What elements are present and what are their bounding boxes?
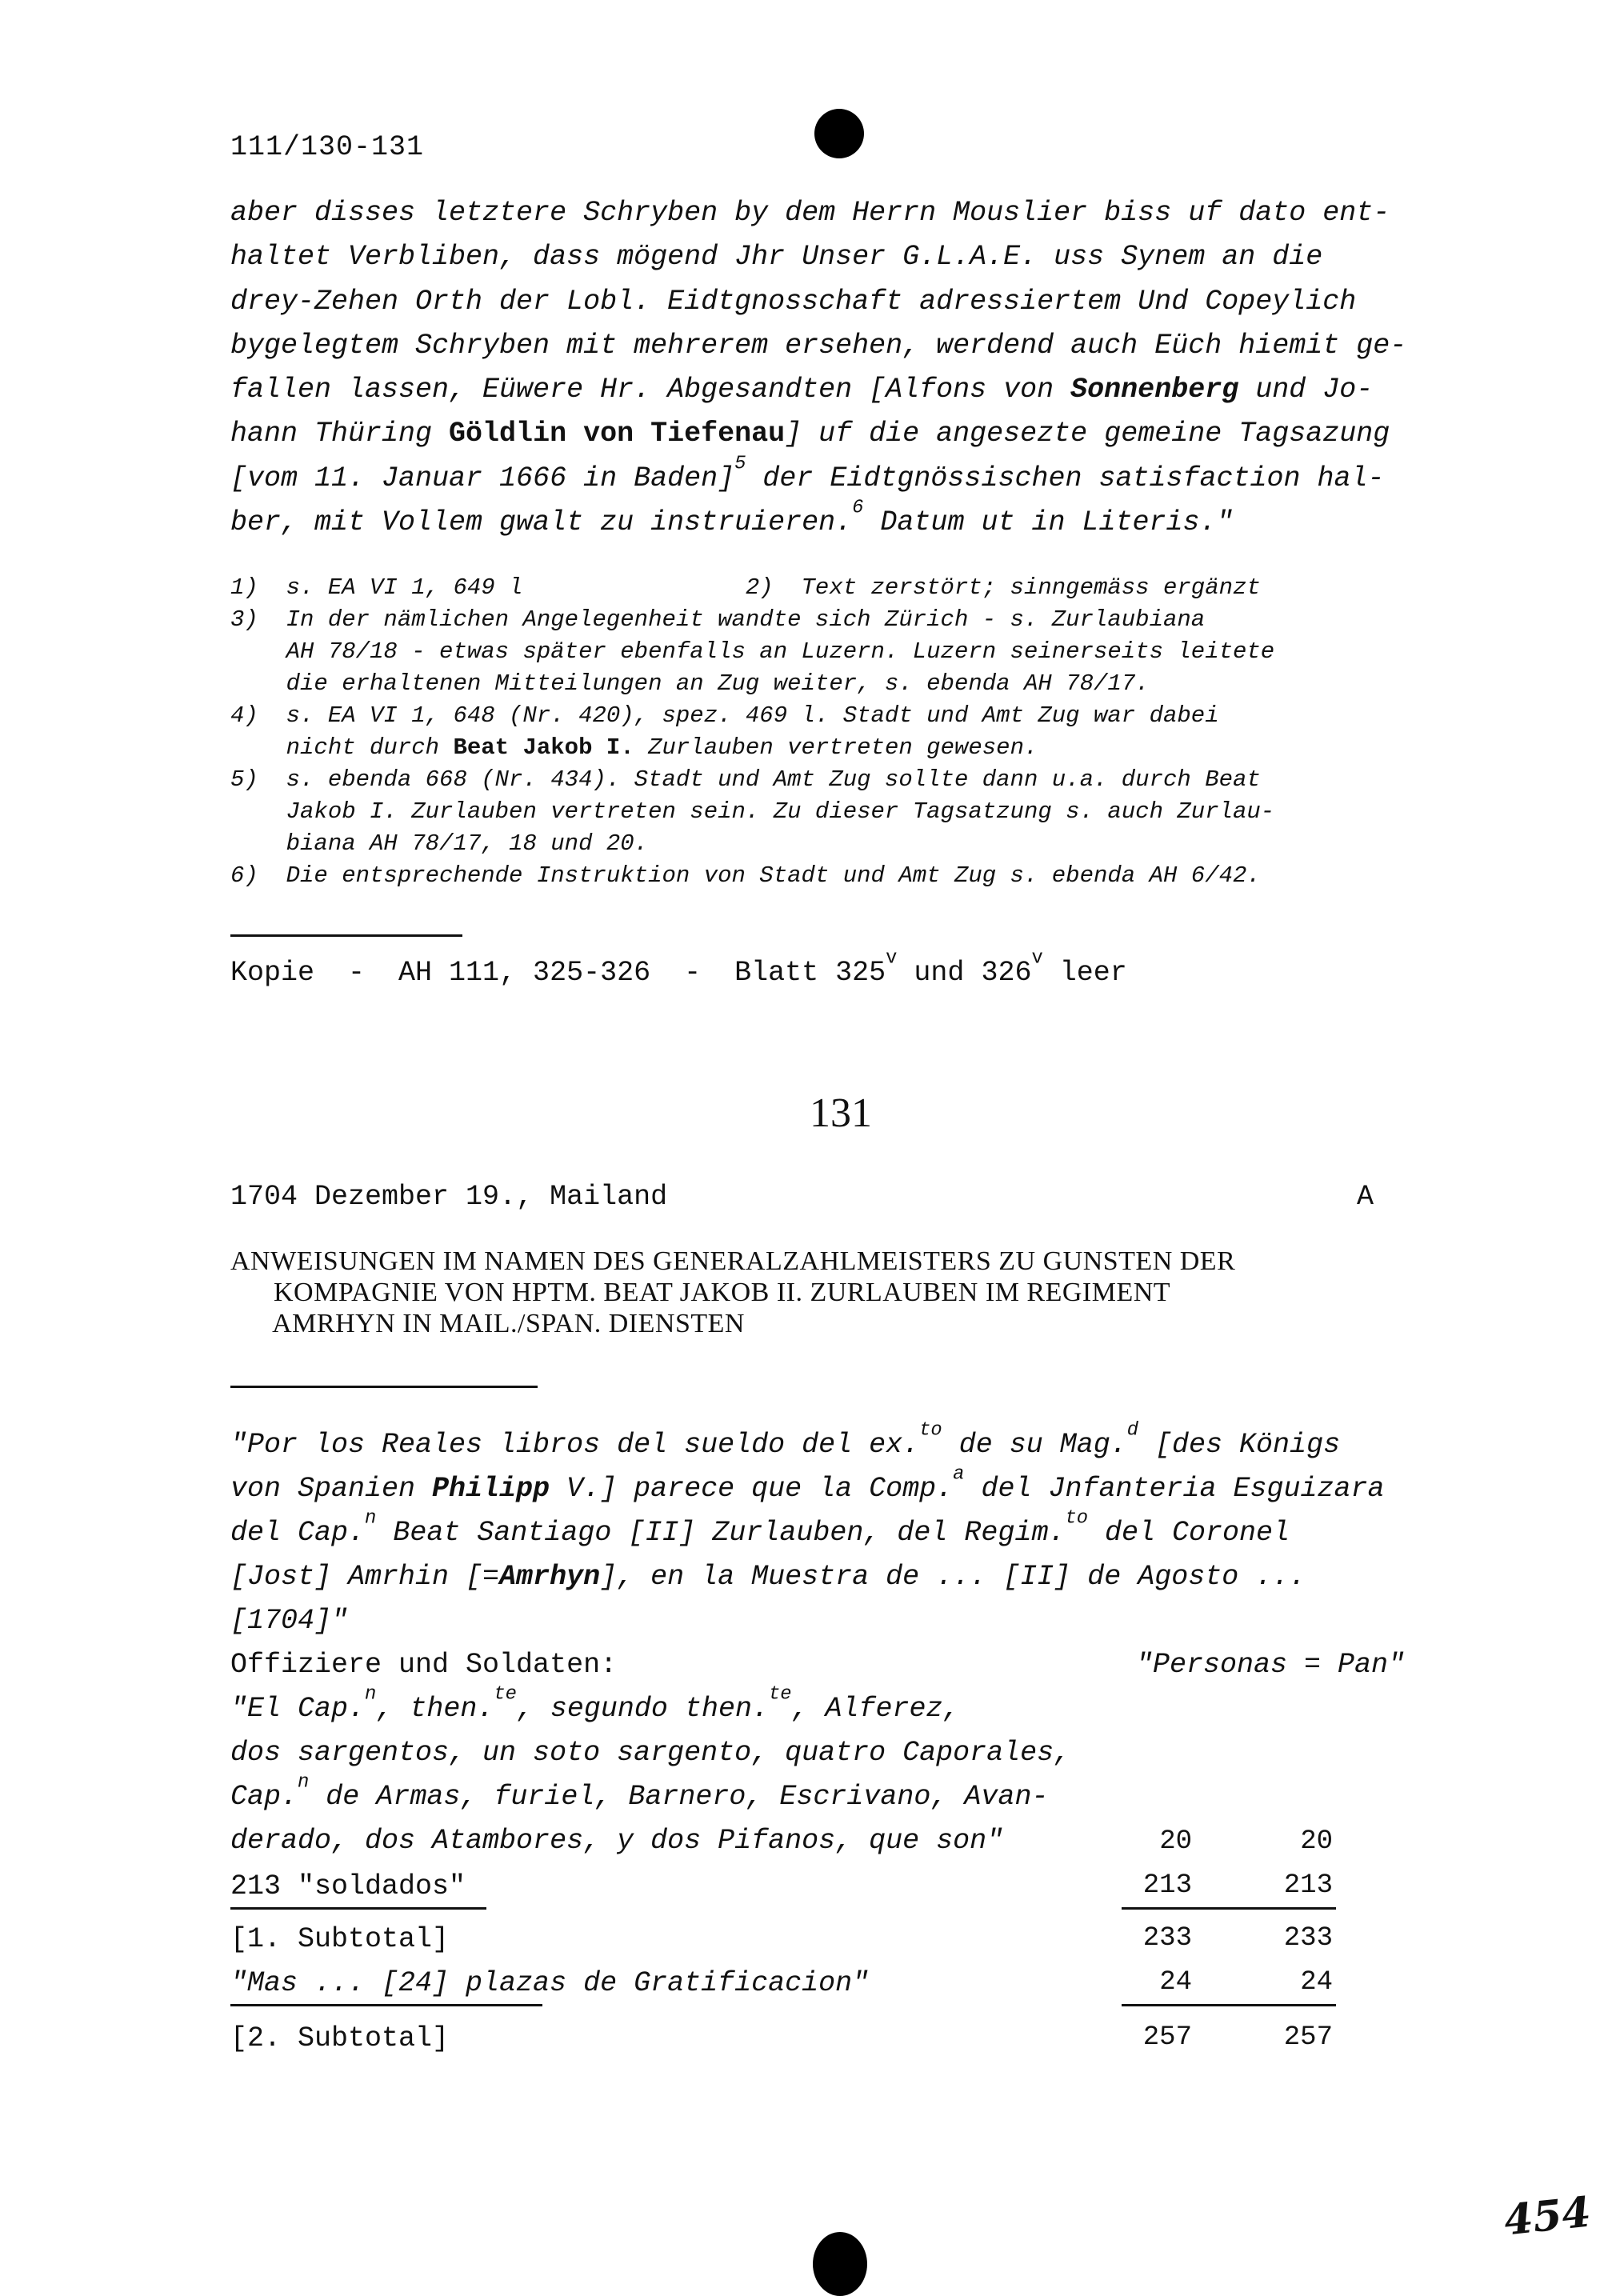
quote-line: del Cap.$^n$ Beat Santiago [II] Zurlauben, del Regim.$^{to}$ del Coronel	[230, 1507, 1290, 1549]
letter-line: bygelegtem Schryben mit mehrerem ersehen, werdend auch Eüch hiemit ge-	[230, 330, 1407, 362]
document-heading: ANWEISUNGEN IM NAMEN DES GENERALZAHLMEISTERS ZU GUNSTEN DER	[230, 1246, 1236, 1276]
footnote: 6) Die entsprechende Instruktion von Stadt und Amt Zug s. ebenda AH 6/42.	[230, 862, 1261, 889]
subtotal-rule	[1122, 1907, 1336, 1910]
document-date-place: 1704 Dezember 19., Mailand	[230, 1181, 668, 1213]
table-cell-pan: 20	[1300, 1826, 1333, 1857]
source-note: Kopie - AH 111, 325-326 - Blatt 325$^v$ und 326$^v$ leer	[230, 947, 1127, 989]
footnote-ref: 5	[734, 453, 746, 475]
name-sonnenberg: Sonnenberg	[1070, 374, 1239, 406]
section-divider	[230, 934, 462, 937]
footnote: nicht durch Beat Jakob I. Zurlauben vertreten gewesen.	[230, 734, 1038, 761]
table-cell-pan: 257	[1283, 2022, 1333, 2053]
letter-line: haltet Verbliben, dass mögend Jhr Unser G.L.A.E. uss Synem an die	[230, 241, 1323, 273]
footnote: 1) s. EA VI 1, 649 l 2) Text zerstört; sinngemäss ergänzt	[230, 574, 1261, 601]
table-row-label: 213 "soldados"	[230, 1870, 466, 1902]
quote-line: von Spanien Philipp V.] parece que la Comp.$^a$ del Jnfanteria Esguizara	[230, 1463, 1385, 1505]
table-cell-pan: 213	[1283, 1870, 1333, 1901]
punch-hole-mark	[813, 2232, 867, 2296]
section-divider	[230, 1386, 538, 1388]
name-amrhyn: Amrhyn	[499, 1561, 601, 1593]
underline	[230, 1907, 486, 1910]
letter-line: aber disses letztere Schryben by dem Herrn Mouslier biss uf dato ent-	[230, 197, 1390, 229]
table-cell-personas: 257	[1142, 2022, 1192, 2053]
document-heading: AMRHYN IN MAIL./SPAN. DIENSTEN	[230, 1309, 745, 1338]
table-desc-line: dos sargentos, un soto sargento, quatro Caporales,	[230, 1737, 1071, 1769]
letter-line: fallen lassen, Eüwere Hr. Abgesandten [Alfons von Sonnenberg und Jo-	[230, 374, 1374, 406]
letter-line: [vom 11. Januar 1666 in Baden]$^5$ der Eidtgnössischen satisfaction hal-	[230, 453, 1385, 494]
table-desc-line: "El Cap.$^n$, then.$^{te}$, segundo then.$^{te}$, Alferez,	[230, 1683, 960, 1725]
table-left-header: Offiziere und Soldaten:	[230, 1649, 618, 1681]
table-row-label: "Mas ... [24] plazas de Gratificacion"	[230, 1967, 870, 1999]
name-goeldlin: Göldlin von Tiefenau	[449, 418, 786, 450]
footnote: Jakob I. Zurlauben vertreten sein. Zu dieser Tagsatzung s. auch Zurlau-	[230, 798, 1275, 825]
table-desc-line: derado, dos Atambores, y dos Pifanos, que son"	[230, 1825, 1004, 1857]
table-row-label: [1. Subtotal]	[230, 1923, 450, 1955]
footnote: die erhaltenen Mitteilungen an Zug weiter, s. ebenda AH 78/17.	[230, 670, 1150, 697]
table-cell-personas: 24	[1159, 1967, 1192, 1998]
table-row-label: [2. Subtotal]	[230, 2022, 450, 2054]
footnote: biana AH 78/17, 18 und 20.	[230, 830, 649, 857]
punch-hole-mark	[814, 109, 864, 158]
table-cell-personas: 20	[1159, 1826, 1192, 1857]
quote-line: "Por los Reales libros del sueldo del ex.$^{to}$ de su Mag.$^d$ [des Königs	[230, 1419, 1341, 1461]
quote-line: [Jost] Amrhin [=Amrhyn], en la Muestra de ... [II] de Agosto ...	[230, 1561, 1306, 1593]
document-heading: KOMPAGNIE VON HPTM. BEAT JAKOB II. ZURLAUBEN IM REGIMENT	[230, 1278, 1171, 1307]
table-desc-line: Cap.$^n$ de Armas, furiel, Barnero, Escrivano, Avan-	[230, 1771, 1049, 1813]
table-cell-personas: 213	[1142, 1870, 1192, 1901]
subtotal-rule	[1122, 2004, 1336, 2006]
document-number: 131	[810, 1090, 872, 1136]
document-mark: A	[1357, 1181, 1374, 1213]
table-cell-pan: 24	[1300, 1967, 1333, 1998]
document-reference: 111/130-131	[230, 131, 425, 163]
letter-line: ber, mit Vollem gwalt zu instruieren.$^6$ Datum ut in Literis."	[230, 497, 1234, 538]
footnote-ref: 6	[852, 497, 864, 519]
footnote: 4) s. EA VI 1, 648 (Nr. 420), spez. 469 l. Stadt und Amt Zug war dabei	[230, 702, 1219, 729]
table-right-header: "Personas = Pan"	[1136, 1649, 1406, 1681]
footnote: 3) In der nämlichen Angelegenheit wandte sich Zürich - s. Zurlaubiana	[230, 606, 1206, 633]
footnote: 5) s. ebenda 668 (Nr. 434). Stadt und Amt Zug sollte dann u.a. durch Beat	[230, 766, 1261, 793]
quote-line: [1704]"	[230, 1605, 349, 1637]
handwritten-page-number: 454	[1502, 2187, 1594, 2246]
footnote: AH 78/18 - etwas später ebenfalls an Luzern. Luzern seinerseits leitete	[230, 638, 1275, 665]
underline	[230, 2004, 542, 2006]
letter-line: drey-Zehen Orth der Lobl. Eidtgnosschaft adressiertem Und Copeylich	[230, 286, 1357, 318]
table-cell-pan: 233	[1283, 1923, 1333, 1954]
name-philipp: Philipp	[432, 1473, 550, 1505]
letter-line: hann Thüring Göldlin von Tiefenau] uf die angesezte gemeine Tagsazung	[230, 418, 1390, 450]
table-cell-personas: 233	[1142, 1923, 1192, 1954]
